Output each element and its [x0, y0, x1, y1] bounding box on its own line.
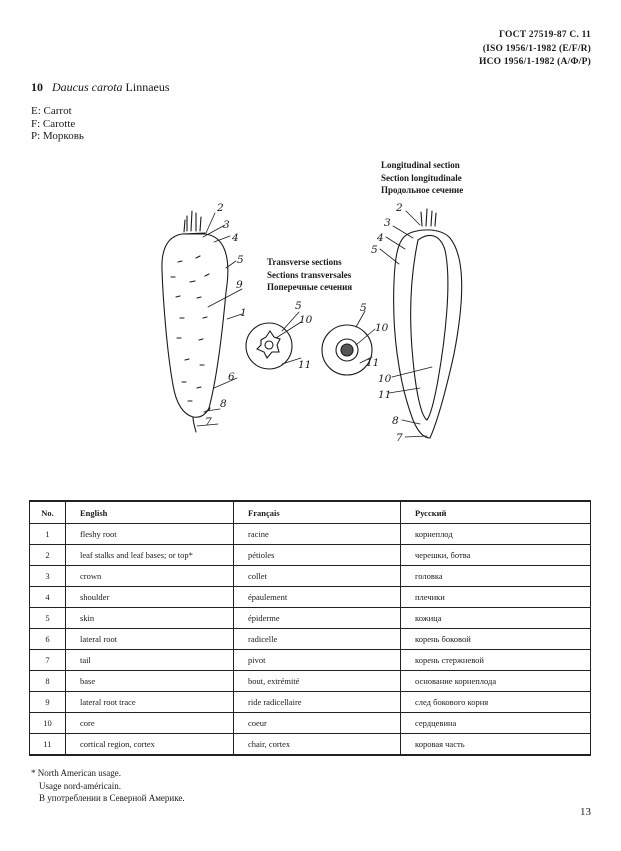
- term-russian: корнеплод: [401, 524, 591, 545]
- term-french: ride radicellaire: [234, 692, 401, 713]
- term-russian: плечики: [401, 587, 591, 608]
- whole-carrot-drawing: [162, 211, 228, 432]
- term-french: pivot: [234, 650, 401, 671]
- callout-number: 11: [366, 357, 380, 369]
- term-russian: коровая часть: [401, 734, 591, 756]
- longitudinal-label-fr: Section longitudinale: [381, 172, 462, 183]
- row-number: 11: [30, 734, 66, 756]
- term-english: skin: [66, 608, 234, 629]
- transverse-label-fr: Sections transversales: [267, 269, 352, 280]
- table-row: [30, 650, 591, 671]
- row-number: 10: [30, 713, 66, 734]
- callout-number: 5: [295, 300, 302, 312]
- leader-lines: [197, 211, 432, 437]
- table-row: [30, 545, 591, 566]
- callout-number: 4: [232, 232, 239, 244]
- row-number: 5: [30, 608, 66, 629]
- common-name-russian: P: Морковь: [31, 130, 84, 142]
- column-header-english: English: [66, 501, 234, 524]
- species-latin-name: Daucus carota: [52, 80, 123, 94]
- term-english: lateral root: [66, 629, 234, 650]
- callout-number: 3: [384, 217, 391, 229]
- term-english: lateral root trace: [66, 692, 234, 713]
- page-number: 13: [580, 806, 591, 818]
- callout-number: 8: [392, 415, 399, 427]
- table-header-row: [30, 501, 591, 524]
- term-french: radicelle: [234, 629, 401, 650]
- callout-number: 8: [220, 398, 227, 410]
- term-russian: корень боковой: [401, 629, 591, 650]
- row-number: 3: [30, 566, 66, 587]
- footnote-english: * North American usage.: [31, 768, 121, 778]
- callout-number: 10: [299, 314, 313, 326]
- term-english: crown: [66, 566, 234, 587]
- transverse-section-2: [322, 325, 372, 375]
- standard-line-2: (ISO 1956/1-1982 (E/F/R): [482, 43, 591, 54]
- row-number: 6: [30, 629, 66, 650]
- callout-number: 5: [237, 254, 244, 266]
- term-english: shoulder: [66, 587, 234, 608]
- term-english: tail: [66, 650, 234, 671]
- table-row: [30, 587, 591, 608]
- transverse-label-ru: Поперечные сечения: [267, 282, 353, 292]
- callout-number: 11: [298, 359, 312, 371]
- column-header-russian: Русский: [401, 501, 591, 524]
- term-french: épiderme: [234, 608, 401, 629]
- term-english: core: [66, 713, 234, 734]
- term-french: coeur: [234, 713, 401, 734]
- callout-numbers: [205, 202, 403, 444]
- terms-table: [29, 500, 591, 756]
- term-russian: головка: [401, 566, 591, 587]
- footnote-russian: В употреблении в Северной Америке.: [39, 793, 185, 803]
- row-number: 4: [30, 587, 66, 608]
- row-number: 1: [30, 524, 66, 545]
- term-french: pétioles: [234, 545, 401, 566]
- table-row: [30, 608, 591, 629]
- term-french: bout, extrémité: [234, 671, 401, 692]
- term-russian: корень стержневой: [401, 650, 591, 671]
- callout-number: 7: [396, 432, 403, 444]
- term-russian: черешки, ботва: [401, 545, 591, 566]
- callout-number: 3: [223, 219, 230, 231]
- term-english: base: [66, 671, 234, 692]
- callout-number: 2: [396, 202, 403, 214]
- callout-number: 7: [205, 416, 212, 428]
- term-english: leaf stalks and leaf bases; or top*: [66, 545, 234, 566]
- callout-number: 5: [371, 244, 378, 256]
- callout-number: 6: [228, 371, 235, 383]
- term-french: racine: [234, 524, 401, 545]
- row-number: 9: [30, 692, 66, 713]
- row-number: 2: [30, 545, 66, 566]
- row-number: 7: [30, 650, 66, 671]
- table-row: [30, 566, 591, 587]
- row-number: 8: [30, 671, 66, 692]
- term-russian: основание корнеплода: [401, 671, 591, 692]
- table-row: [30, 734, 591, 756]
- longitudinal-label-en: Longitudinal section: [381, 160, 460, 170]
- callout-number: 1: [240, 307, 247, 319]
- table-row: [30, 692, 591, 713]
- longitudinal-section-drawing: [394, 209, 462, 438]
- species-number: 10: [31, 80, 43, 94]
- footnote: [31, 767, 185, 805]
- table-row: [30, 713, 591, 734]
- common-name-english: E: Carrot: [31, 105, 72, 117]
- table-row: [30, 671, 591, 692]
- longitudinal-label-ru: Продольное сечение: [381, 185, 464, 195]
- column-header-french: Français: [234, 501, 401, 524]
- callout-number: 2: [217, 202, 224, 214]
- term-english: fleshy root: [66, 524, 234, 545]
- transverse-label-en: Transverse sections: [267, 257, 342, 267]
- standard-line-3: ИСО 1956/1-1982 (А/Ф/Р): [479, 57, 591, 67]
- species-author: Linnaeus: [125, 80, 170, 94]
- footnote-french: Usage nord-américain.: [39, 780, 121, 791]
- term-russian: сердцевина: [401, 713, 591, 734]
- standard-line-1: ГОСТ 27519-87 С. 11: [498, 30, 591, 40]
- callout-number: 9: [236, 279, 243, 291]
- term-french: épaulement: [234, 587, 401, 608]
- table-row: [30, 524, 591, 545]
- callout-number: 10: [378, 373, 392, 385]
- term-russian: след бокового корня: [401, 692, 591, 713]
- callout-number: 4: [377, 232, 384, 244]
- table-row: [30, 629, 591, 650]
- term-french: chair, cortex: [234, 734, 401, 756]
- term-english: cortical region, cortex: [66, 734, 234, 756]
- column-header-no: No.: [30, 501, 66, 524]
- callout-number: 10: [375, 322, 389, 334]
- term-russian: кожица: [401, 608, 591, 629]
- term-french: collet: [234, 566, 401, 587]
- transverse-section-1: [246, 323, 292, 369]
- common-name-french: F: Carotte: [31, 117, 76, 130]
- callout-number: 5: [360, 302, 367, 314]
- callout-number: 11: [378, 389, 392, 401]
